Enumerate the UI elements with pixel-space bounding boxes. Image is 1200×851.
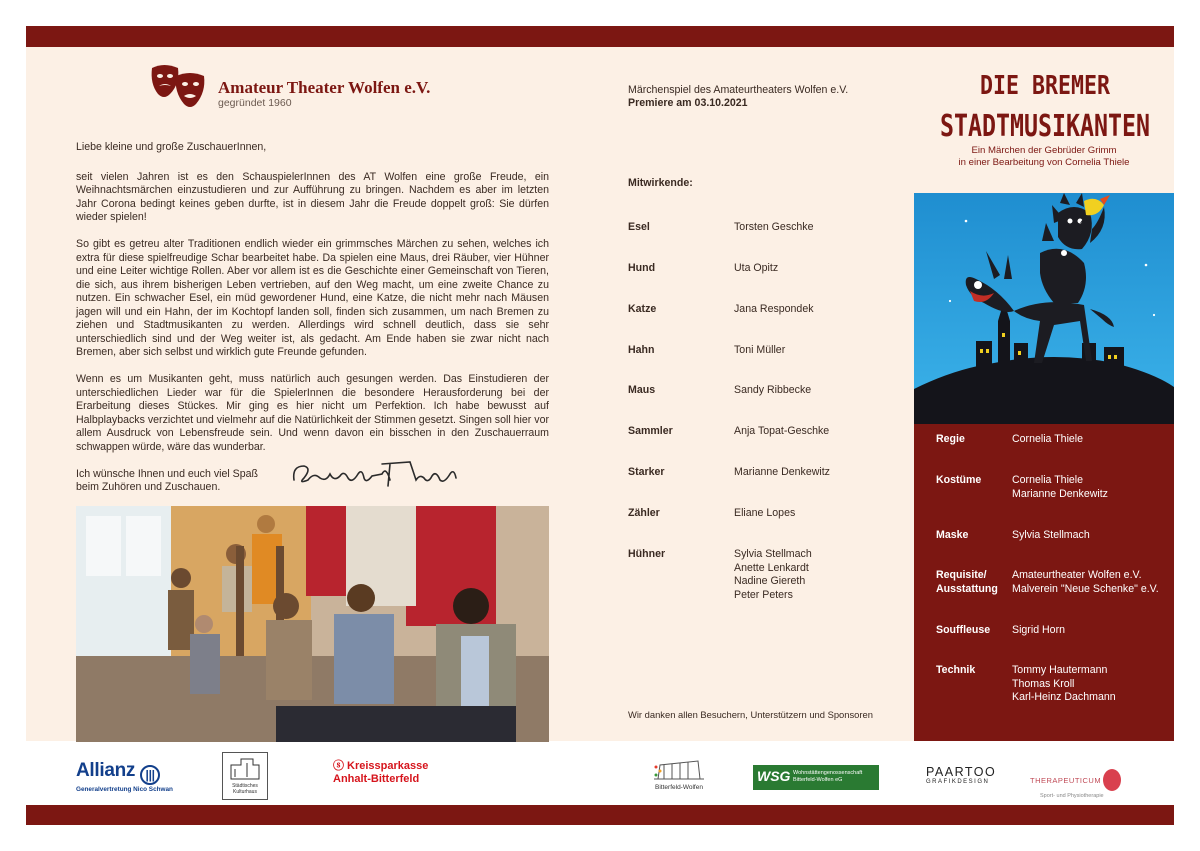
letter-closing-line: Ich wünsche Ihnen und euch viel Spaß	[76, 467, 258, 480]
sparkasse-icon: ⓢ	[333, 760, 344, 772]
allianz-wordmark	[76, 760, 173, 785]
welcome-letter	[76, 141, 549, 495]
crew-role	[936, 569, 998, 596]
therapeuticum-name: THERAPEUTICUM	[1030, 776, 1102, 785]
crew-role: Technik	[936, 664, 976, 676]
cast-name: Torsten Geschke	[734, 221, 814, 233]
crew-name: Thomas Kroll	[1012, 677, 1075, 690]
therapeuticum-tagline: Sport- und Physiotherapie	[1040, 793, 1104, 799]
therapeuticum-logo	[1030, 769, 1121, 799]
sparkasse-logo	[333, 760, 428, 786]
crew-role-line: Ausstattung	[936, 582, 998, 595]
play-subtitle: Märchenspiel des Amateurtheaters Wolfen e.V.	[628, 84, 849, 96]
kulturhaus-text	[223, 783, 267, 795]
paartoo-logo	[926, 765, 996, 785]
letter-paragraph: So gibt es getreu alter Traditionen endlich wieder ein grimmsches Märchen zu sehen, welches ich extra für diese spielfreudige Schar bearbeitet habe. Da spielen eine Maus, drei Räuber, vier Hühner und eine Leiter wichtige Rollen. Aber vor allem ist es die Geschichte einer Gemeinschaft von Tieren, die sich, aus ihrem bisherigen Leben vertrieben, auf den Weg macht, um eine zweite Chance zu nutzen. Ein schwacher Esel, ein müd gewordener Hund, eine Katze, die nicht mehr nach Mäusen jagen will und ein Hahn, der im Kochtopf landen soll, finden sich zusammen, um nach Bremen zu ziehen und Stadtmusikanten zu werden. Allerdings wird schnell deutlich, dass sie sehr unterschiedlich sind und der Weg weiter ist, als gedacht. Am Ende haben sie zwar nicht nach Bremen, aber sich selbst und wirklich gute Freunde gefunden.	[76, 238, 549, 358]
crew-role-line: Requisite/	[936, 569, 987, 581]
title-line-1: DIE BREMER	[980, 71, 1111, 101]
letter-salutation: Liebe kleine und große ZuschauerInnen,	[76, 141, 267, 153]
crew-role: Regie	[936, 433, 965, 445]
cast-name: Nadine Giereth	[734, 575, 806, 587]
wsg-line: Wohnstättengenossenschaft	[793, 770, 863, 776]
crew-names	[1012, 474, 1108, 501]
cast-role: Zähler	[628, 507, 660, 519]
crew-role: Maske	[936, 529, 969, 541]
cast-role: Hühner	[628, 548, 666, 560]
bitterfeld-wolfen-text: Bitterfeld-Wolfen	[655, 784, 703, 791]
crew-name: Malverein "Neue Schenke" e.V.	[1012, 582, 1159, 595]
title-subtitle	[914, 145, 1174, 169]
cast-name: Sylvia Stellmach	[734, 548, 812, 560]
play-title	[930, 64, 1160, 144]
rehearsal-photo	[76, 506, 549, 742]
building-icon	[223, 755, 267, 783]
handwritten-signature	[290, 456, 470, 492]
cast-name: Peter Peters	[734, 588, 793, 601]
cast-name-list	[734, 548, 812, 602]
bottom-band	[26, 805, 1174, 825]
bitterfeld-wolfen-logo	[650, 755, 708, 793]
sparkasse-region: Anhalt-Bitterfeld	[333, 773, 420, 785]
crew-name: Karl-Heinz Dachmann	[1012, 691, 1116, 703]
title-line-2: STADTMUSIKANTEN	[940, 109, 1150, 144]
sparkasse-name: Kreissparkasse	[347, 760, 429, 772]
cast-role: Esel	[628, 221, 650, 233]
crew-name: Sigrid Horn	[1012, 624, 1065, 636]
sparkasse-line	[333, 760, 428, 773]
cast-name: Uta Opitz	[734, 262, 779, 274]
premiere-date: Premiere am 03.10.2021	[628, 97, 748, 109]
allianz-logo	[76, 760, 173, 793]
therapeuticum-wordmark	[1030, 769, 1121, 791]
cast-role: Hund	[628, 262, 656, 274]
crew-names	[1012, 569, 1159, 596]
cast-name: Toni Müller	[734, 344, 786, 356]
subtitle-line: Ein Märchen der Gebrüder Grimm	[971, 145, 1117, 156]
sponsor-strip	[26, 741, 1174, 805]
cast-name: Eliane Lopes	[734, 507, 796, 519]
kulturhaus-line: Kulturhaus	[233, 789, 257, 795]
crew-name: Marianne Denkewitz	[1012, 487, 1108, 500]
cast-role: Katze	[628, 303, 657, 315]
crew-role: Souffleuse	[936, 624, 991, 636]
cast-name: Sandy Ribbecke	[734, 384, 812, 396]
wsg-logo	[753, 765, 879, 790]
cast-role: Sammler	[628, 425, 673, 437]
crew-names	[1012, 664, 1116, 705]
kulturhaus-logo	[222, 752, 268, 800]
letter-closing-line: beim Zuhören und Zuschauen.	[76, 481, 221, 493]
wsg-description	[793, 770, 862, 784]
kulturhaus-line: Städtisches	[232, 783, 258, 789]
spine-icon	[1103, 769, 1121, 791]
subtitle-line: in einer Bearbeitung von Cornelia Thiele	[958, 157, 1130, 168]
paartoo-wordmark: PAARTOO	[926, 765, 997, 779]
org-founded: gegründet 1960	[218, 97, 292, 109]
allianz-name: Allianz	[76, 760, 136, 781]
wsg-wordmark: WSG	[757, 768, 791, 784]
crew-role: Kostüme	[936, 474, 982, 486]
skyline-icon	[650, 755, 708, 783]
cast-role: Maus	[628, 384, 656, 396]
thanks-note: Wir danken allen Besuchern, Unterstützern und Sponsoren	[628, 709, 873, 720]
crew-name: Cornelia Thiele	[1012, 474, 1084, 486]
crew-name: Cornelia Thiele	[1012, 433, 1084, 445]
crew-name: Tommy Hautermann	[1012, 664, 1108, 676]
wsg-line: Bitterfeld-Wolfen eG	[793, 777, 843, 783]
allianz-agency: Generalvertretung Nico Schwan	[76, 786, 173, 793]
letter-paragraph: Wenn es um Musikanten geht, muss natürlich auch gesungen werden. Das Einstudieren der unterschiedlichen Lieder war für die SpielerInnen die besondere Herausforderung bei der Erarbeitung dieses Stückes. Mir ging es hier nicht um Perfektion. Ich habe bewusst auf Halbplaybacks verzichtet und vielmehr auf die Natürlichkeit der Stimmen gesetzt. Singen soll hier vor allem Ausdruck von Lebensfreude sein. Und wenn davon ein bisschen in den Zuschauerraum schwappen würde, wäre das wunderbar.	[76, 373, 549, 453]
allianz-eagle-icon: |||	[140, 765, 160, 785]
top-band	[26, 26, 1174, 47]
cast-role: Hahn	[628, 344, 655, 356]
cast-name: Anja Topat-Geschke	[734, 425, 830, 437]
org-name: Amateur Theater Wolfen e.V.	[218, 78, 431, 97]
crew-name: Sylvia Stellmach	[1012, 529, 1090, 541]
cast-role: Starker	[628, 466, 665, 478]
musicians-illustration	[914, 193, 1174, 424]
cast-heading: Mitwirkende:	[628, 177, 693, 189]
cast-name: Marianne Denkewitz	[734, 466, 830, 478]
cast-name: Jana Respondek	[734, 303, 814, 315]
paartoo-tagline: GRAFIKDESIGN	[926, 779, 990, 785]
crew-name: Amateurtheater Wolfen e.V.	[1012, 569, 1142, 581]
letter-paragraph: seit vielen Jahren ist es den SchauspielerInnen des AT Wolfen eine große Freude, ein Weihnachtsmärchen einzustudieren und zur Aufführung zu bringen. Nachdem es aber im letzten Jahr Corona bedingt keines geben durfte, ist in diesem Jahr die Freude doppelt groß: Sie dürfen wieder spielen!	[76, 170, 549, 223]
cast-name: Anette Lenkardt	[734, 561, 809, 574]
